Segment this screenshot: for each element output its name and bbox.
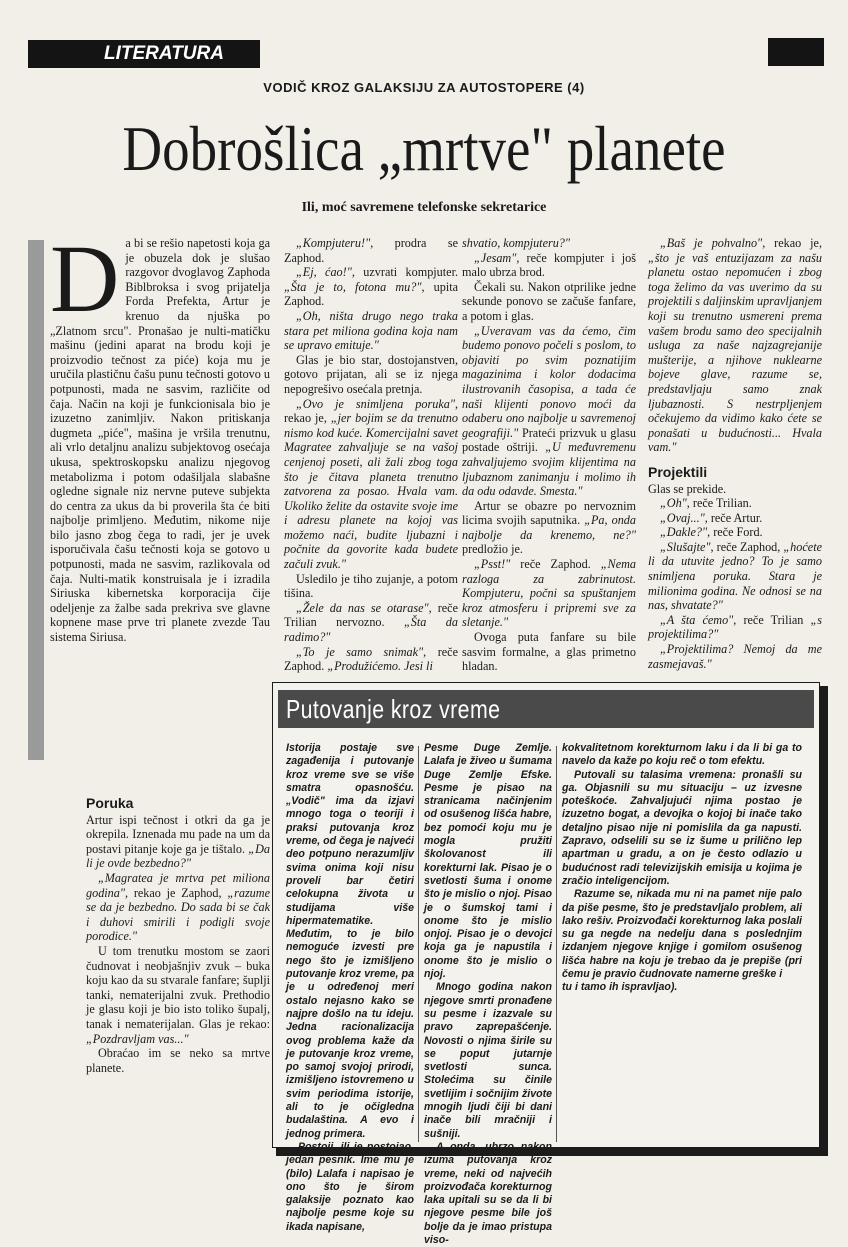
section-heading: Projektili bbox=[648, 463, 708, 480]
section-heading: Poruka bbox=[86, 795, 134, 811]
section-label: LITERATURA bbox=[28, 40, 260, 68]
paragraph: „Kompjuteru!", prodra se Zaphod. bbox=[284, 236, 458, 265]
paragraph: Ovoga puta fanfare su bile sasvim formalne, a glas primetno hladan. bbox=[462, 630, 636, 674]
paragraph: „Baš je pohvalno", rekao je, „što je vaš entuzijazam za našu planetu ostao nepomućen i zbog toga želimo da vas uverimo da su projektili s daljinskim upravljanjem koji su trenutno usmereni prema vašem brodu samo deo specijalnih usluga za naše najzagrejanije mušterije, a njihove nuklearne bojeve glave, razume se, predstavljaju samo znak ljubaznosti. S nestrpljenjem očekujemo da vidimo kako ćete se ponašati u budućnosti... Hvala vam." bbox=[648, 236, 822, 455]
article-column-1 bbox=[50, 225, 271, 756]
paragraph: A onda, ubrzo nakon izuma putovanja kroz vreme, neki od najvećih proizvođača korekturnog laka upitali su se da li bi njegove pesme bile još bolje da je imao pristupa viso- bbox=[424, 1140, 552, 1246]
paragraph: Putovali su talasima vremena: pronašli su ga. Objasnili su mu situaciju – uz izvesne poteškoće. Zahvaljujući njima postao je izuzetno bogat, a devojka o kojoj bi inače tako detaljno pisao nije ni pomislila da ga napusti. Zapravo, odselili su se iz šume u prilično lep apartman u gradu, a on je često odlazio u budućnost radi televizijskih emisija u kojima je zračio inteligencijom. bbox=[562, 768, 802, 887]
paragraph: Čekali su. Nakon otprilike jedne sekunde ponovo se začuše fanfare, a potom i glas. bbox=[462, 279, 636, 323]
sidebar-column-3 bbox=[562, 742, 802, 1146]
sidebar-title: Putovanje kroz vreme bbox=[286, 694, 501, 724]
article-column-1-lower bbox=[86, 796, 270, 1152]
paragraph: „Ej, ćao!", uzvrati kompjuter. „Šta je to, fotona mu?", upita Zaphod. bbox=[284, 265, 458, 309]
paragraph: „Uveravam vas da ćemo, čim budemo ponovo počeli s poslom, to objaviti po svim poznatijim magazinima i kolor dodacima ilustrovanih časopisa, a tada će naši klijenti ponovo moći da odaberu ono najbolje u savremenoj geografiji." Prateći prizvuk u glasu postade oštriji. „U međuvremenu zahvaljujemo svojim klijentima na ljubaznom zanimanju i molimo ih da odu odavde. Smesta." bbox=[462, 323, 636, 499]
paragraph: Pesme Duge Zemlje. Lalafa je živeo u šumama Duge Zemlje Efske. Pesme je pisao na stranicama načinjenim od osušenog lišća habre, bez pomoći koju mu je mogla pružiti školovanost ili korekturni lak. Pisao je o svetlosti šuma i onome što je mislio o njoj. Pisao je o šumskoj tami i onome što je mislio onjoj. Pisao je o devojci koja ga je napustila i onome što je mislio o njoj. bbox=[424, 742, 552, 981]
paragraph: „A šta ćemo", reče Trilian „s projektilima?" bbox=[648, 612, 822, 642]
paragraph: Razume se, nikada mu ni na pamet nije palo da piše pesme, što je predstavljalo problem, ali lako rešiv. Proizvođači korekturnog laka poslali su ga negde na nedelju dana s poslednjim izdanjem njegove knjige i gomilom osušenog lišća habre na koju je trebao da je prepiše (pri čemu je pravio čudnovate namerne greške i bbox=[562, 888, 802, 981]
paragraph: Obraćao im se neko sa mrtve planete. bbox=[86, 1046, 270, 1075]
article-column-4 bbox=[648, 236, 822, 676]
paragraph: „Psst!" reče Zaphod. „Nema razloga za zabrinutost. Kompjuteru, počni sa spuštanjem kroz atmosferu i pripremi sve za sletanje." bbox=[462, 557, 636, 630]
paragraph: Mnogo godina nakon njegove smrti pronađene su pesme i izazvale su pravo zaprepašćenje. Novosti o njima širile su se poput jutarnje svetlosti sunca. Stolećima su činile svetlijim i sočnijim živote mnogih ljudi čiji bi dani inače bili mračniji i sušniji. bbox=[424, 981, 552, 1140]
paragraph: kokvalitetnom korekturnom laku i da li bi ga to navelo da kaže po koju reč o tom efektu. bbox=[562, 742, 802, 768]
paragraph: Artur ispi tečnost i otkri da ga je okrepila. Iznenada mu pade na um da postavi pitanje koje ga je tištalo. „Da li je ovde bezbedno?" bbox=[86, 812, 270, 871]
sidebar-column-1 bbox=[286, 742, 414, 1233]
paragraph: „Ovaj...", reče Artur. bbox=[660, 510, 763, 525]
paragraph: „Magratea je mrtva pet miliona godina", rekao je Zaphod, „razume se da je bezbedno. Do sada bi se čak i duhovi smirili i podigli svoje porodice." bbox=[86, 870, 270, 944]
subheadline: Ili, moć savremene telefonske sekretarice bbox=[301, 200, 547, 215]
paragraph: shvatio, kompjuteru?" bbox=[462, 236, 571, 250]
column-rule bbox=[418, 746, 419, 1142]
sidebar-column-2 bbox=[424, 742, 552, 1246]
paragraph: „Projektilima? Nemoj da me zasmejavaš." bbox=[648, 642, 822, 671]
paragraph: „To je samo snimak", reče Zaphod. „Produžićemo. Jesi li bbox=[284, 644, 458, 674]
paragraph: „Oh, ništa drugo nego traka stara pet miliona godina koja nam se upravo emituje." bbox=[284, 308, 458, 353]
paragraph: Istorija postaje sve zagađenija i putovanje kroz vreme sve se više smatra opasnošću. „Vodič" ima da izjavi mnogo toga o teoriji i praksi putovanja kroz vreme, od čega je najveći deo potpuno nerazumljiv svima onima koji nisu proveli bar četiri celokupna života u studijama više hipermatematike. Međutim, to je bilo nemoguće izvesti pre nego što je izmišljeno putovanje kroz vreme, pa je u određenoj meri ostalo nejasno kako se najpre došlo na tu ideju. Jedna racionalizacija ovog problema kaže da je putovanje kroz vreme, po samoj svojoj prirodi, izmišljeno istovremeno u svim periodima istorije, ali to je očigledna budalaština. A evo i jednog primera. bbox=[286, 742, 414, 1140]
paragraph: „Slušajte", reče Zaphod, „hoćete li da utuvite jedno? To je samo snimljena poruka. Stara je milionima godina. Ne odnosi se na nas, shvatate?" bbox=[648, 539, 822, 613]
corner-block bbox=[768, 38, 824, 66]
paragraph: „Žele da nas se otarase", reče Trilian nervozno. „Šta da radimo?" bbox=[284, 600, 458, 645]
paragraph: Usledilo je tiho zujanje, a potom tišina. bbox=[284, 571, 458, 601]
series-title: VODIČ KROZ GALAKSIJU ZA AUTOSTOPERE (4) bbox=[263, 80, 585, 95]
paragraph: „Ovo je snimljena poruka", rekao je, „jer bojim se da trenutno nismo kod kuće. Komercijalni savet Magratee zahvaljuje se na vašoj cenjenoj poseti, ali žali zbog toga što je čitava planeta trenutno zatvorena za posao. Hvala vam. Ukoliko želite da ostavite svoje ime i adresu planete na kojoj vas možemo naći, budite ljubazni i počnite da govorite kada budete začuli zvuk." bbox=[284, 396, 458, 572]
column-rule bbox=[556, 746, 557, 1142]
paragraph: U tom trenutku mostom se zaori čudnovat i neobjašnjiv zvuk – buka koju kao da su stvarale fanfare; šuplji tanki, nematerijalni zvuk. Prethodio je glasu koji je bio isto toliko šupalj, tanak i nematerijalan. Glas je rekao: „Pozdravljam vas..." bbox=[86, 943, 270, 1046]
paragraph: „Jesam", reče kompjuter i još malo ubrza brod. bbox=[462, 250, 636, 280]
paragraph: a bi se rešio napetosti koja ga je obuzela dok je slušao razgovor dvoglavog Zaphoda Biblbroksa i svog prijatelja Forda Prefekta, Artur je krenuo da njuška po „Zlatnom srcu". Pronašao je nulti-matičku mašinu (jedini aparat na brodu koji je proizvodio tečnost za piće) koja mu je uručila plastičnu čašu punu tečnosti gotovo u potpunosti, mada ne sasvim, različite od čaja. Način na koji je funkcionisala bio je izuzetno zanimljiv. Nakon pritiskanja dugmeta „piće", mašina je vršila trenutnu, ali vrlo detaljnu analizu subjektovog osećaja ukusa, spektroskopsku analizu njegovog metabolizma i potom odašiljala slabašne ogledne signale niz nervne puteve subjekta do centra za ukus da bi proverila šta će biti najbolje primljeno. Međutim, nikome nije bilo jasno zbog čega to radi, jer je uvek isporučivala čašu tečnosti koja se gotovo u potpunosti, mada ne sasvim, razlikovala od čaja. Nulti-matik konstruisala je i izradila Siriuska kibernetska korporacija čije odeljenje za žalbe sada prekriva sve glavne kopnene mase prve tri planete zvezde Tau sistema Siriusa. bbox=[50, 236, 271, 645]
decorative-stripe bbox=[28, 240, 44, 760]
article-column-3 bbox=[462, 236, 636, 676]
paragraph: „Dakle?", reče Ford. bbox=[660, 525, 763, 540]
paragraph: Postoji, ili je postojao, jedan pesnik. Ime mu je (bilo) Lalafa i napisao je ono što je širom galaksije poznato kao najbolje pesme koje su ikada napisane, bbox=[286, 1140, 414, 1233]
paragraph: „Oh", reče Trilian. bbox=[660, 496, 752, 511]
paragraph: Glas se prekide. bbox=[648, 481, 727, 496]
page-title: Dobrošlica „mrtve" planete bbox=[122, 113, 726, 184]
paragraph: Glas je bio star, dostojanstven, gotovo prijatan, ali se iz njega nepogrešivo osećala pretnja. bbox=[284, 352, 458, 396]
paragraph: tu i tamo ih ispravljao). bbox=[562, 981, 678, 994]
paragraph: Artur se obazre po nervoznim licima svojih saputnika. „Pa, onda najbolje da krenemo, ne?" predložio je. bbox=[462, 498, 636, 557]
drop-cap: D bbox=[50, 225, 120, 332]
article-column-2 bbox=[284, 236, 458, 676]
